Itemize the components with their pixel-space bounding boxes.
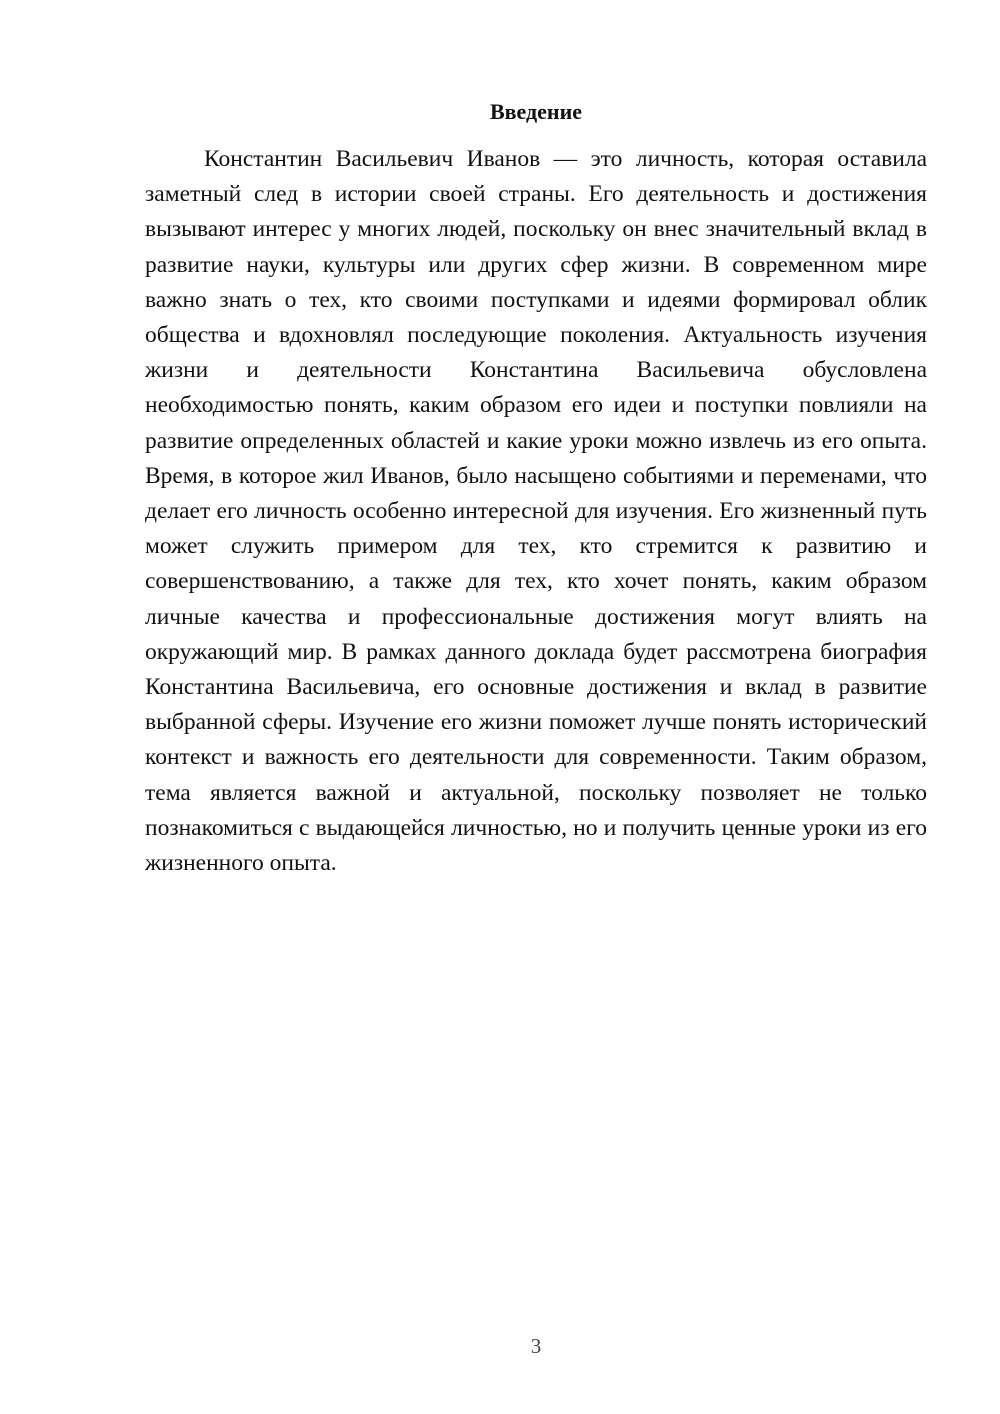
page-number: 3 [530, 1334, 542, 1358]
introduction-paragraph: Константин Васильевич Иванов — это личность, которая оставила заметный след в истории своей страны. Его деятельность и достижения вызывают интерес у многих людей, поскольку он внес значительный вклад в развитие науки, культуры или других сфер жизни. В современном мире важно знать о тех, кто своими поступками и идеями формировал облик общества и вдохновлял последующие поколения. Актуальность изучения жизни и деятельности Константина Васильевича обусловлена необходимостью понять, каким образом его идеи и поступки повлияли на развитие определенных областей и какие уроки можно извлечь из его опыта. Время, в которое жил Иванов, было насыщено событиями и переменами, что делает его личность особенно интересной для изучения. Его жизненный путь может служить примером для тех, кто стремится к развитию и совершенствованию, а также для тех, кто хочет понять, каким образом личные качества и профессиональные достижения могут влиять на окружающий мир. В рамках данного доклада будет рассмотрена биография Константина Васильевича, его основные достижения и вклад в развитие выбранной сферы. Изучение его жизни поможет лучше понять исторический контекст и важность его деятельности для современности. Таким образом, тема является важной и актуальной, поскольку позволяет не только познакомиться с выдающейся личностью, но и получить ценные уроки из его жизненного опыта. [145, 146, 927, 877]
section-heading: Введение [489, 99, 583, 124]
